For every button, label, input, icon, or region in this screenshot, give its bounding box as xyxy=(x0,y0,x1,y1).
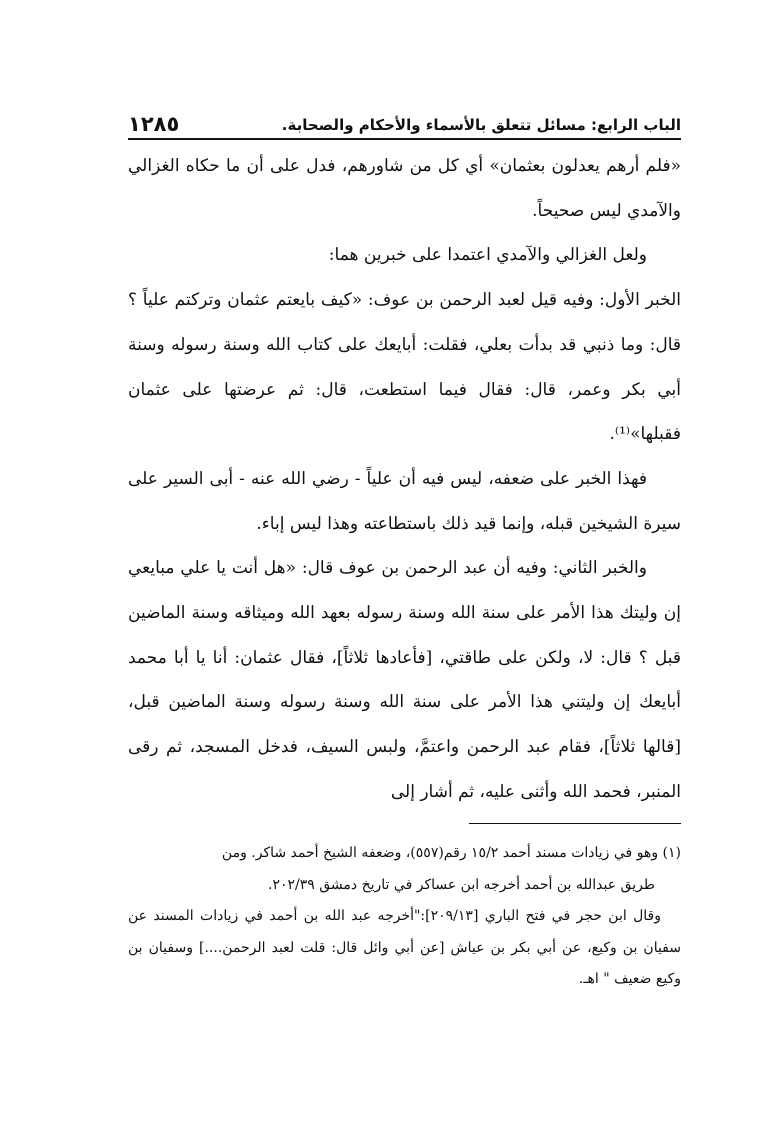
footnote-1-line-1: (١) وهو في زيادات مسند أحمد ١٥/٢ رقم(٥٥٧)، وضعفه الشيخ أحمد شاكر. ومن xyxy=(221,845,681,861)
page-number: ١٢٨٥ xyxy=(128,112,180,136)
footnotes xyxy=(128,838,681,996)
paragraph-4: فهذا الخبر على ضعفه، ليس فيه أن علياً - رضي الله عنه - أبى السير على سيرة الشيخين قبله، وإنما قيد ذلك باستطاعته وهذا ليس إباء. xyxy=(128,468,681,534)
footnote-1-line-3: وقال ابن حجر في فتح الباري [٢٠٩/١٣]:"أخرجه عبد الله بن أحمد في زيادات المسند عن سفيان بن وكيع، عن أبي بكر بن عياش [عن أبي وائل قال: قلت لعبد الرحمن....] وسفيان بن وكيع ضعيف " اهـ. xyxy=(128,908,681,987)
paragraph-1: «فلم أرهم يعدلون بعثمان» أي كل من شاورهم، فدل على أن ما حكاه الغزالي والآمدي ليس صحيحاً. xyxy=(128,156,681,221)
main-text xyxy=(128,144,681,815)
chapter-title: الباب الرابع: مسائل تتعلق بالأسماء والأحكام والصحابة. xyxy=(281,116,681,134)
paragraph-3: الخبر الأول: وفيه قيل لعبد الرحمن بن عوف: «كيف بايعتم عثمان وتركتم علياً ؟ قال: وما ذنبي قد بدأت بعلي، فقلت: أبايعك على كتاب الله وسنة رسوله وسنة أبي بكر وعمر، قال: فقال فيما استطعت، قال: ثم عرضتها على عثمان فقبلها»⁽¹⁾. xyxy=(128,290,681,445)
running-header xyxy=(128,104,681,140)
paragraph-2: ولعل الغزالي والآمدي اعتمدا على خبرين هما: xyxy=(328,245,647,266)
footnote-divider xyxy=(469,823,681,824)
footnote-1-line-2: طريق عبدالله بن أحمد أخرجه ابن عساكر في تاريخ دمشق ٢٠٢/٣٩. xyxy=(268,876,655,893)
paragraph-5: والخبر الثاني: وفيه أن عبد الرحمن بن عوف قال: «هل أنت يا علي مبايعي إن وليتك هذا الأمر على سنة الله وسنة رسوله بعهد الله وميثاقه وسنة الماضين قبل ؟ قال: لا، ولكن على طاقتي، [فأعادها ثلاثاً]، فقال عثمان: أنا يا أبا محمد أبايعك إن وليتني هذا الأمر على سنة الله وسنة رسوله وسنة الماضين قبل، [قالها ثلاثاً]، فقام عبد الرحمن واعتمَّ، ولبس السيف، فدخل المسجد، ثم رقى المنبر، فحمد الله وأثنى عليه، ثم أشار إلى xyxy=(128,558,681,802)
